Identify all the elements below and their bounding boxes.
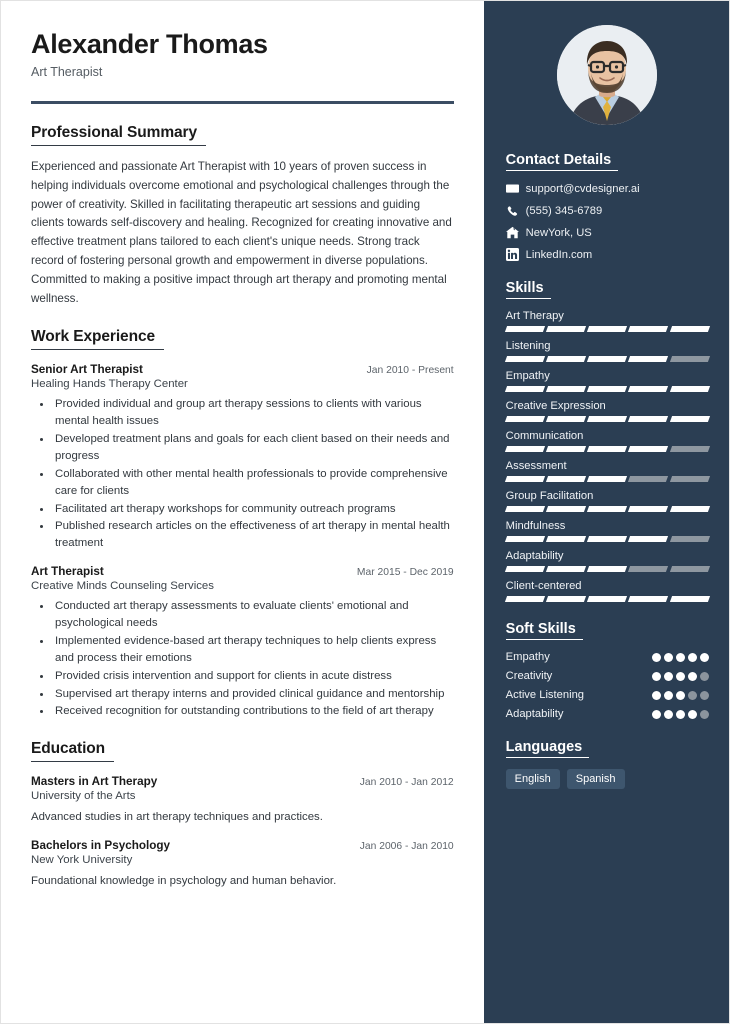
skill-label: Empathy [505,370,550,382]
skills-list [506,310,709,602]
skill-segment [505,536,545,542]
skill-bar [506,446,709,452]
contact-item[interactable] [506,248,709,261]
soft-skill-rating [652,691,709,700]
work-entry-head [31,565,454,578]
work-bullet: • Conducted art therapy assessments to evaluate clients' emotional and psychological needs [52,598,454,632]
soft-skill-item [506,670,709,682]
summary-text: Experienced and passionate Art Therapist with 10 years of proven success in helping individuals overcome emotional and psychological challenges through the power of creativity. Skilled in facilitating therapeutic art sessions and guiding clients towards self-discovery and healing. Recognized for creating innovative and effective treatment plans tailored to each client's unique needs. Strong track record of fostering personal growth and empowerment in diverse populations. Committed to making a positive impact through art therapy and promoting mental wellness. [31,160,452,305]
skill-segment [587,356,627,362]
skill-segment [670,566,710,572]
skill-segment [505,416,545,422]
resume-header [31,29,454,104]
avatar [557,25,657,125]
skill-segment [546,416,586,422]
soft-skills-list [506,651,709,720]
contact-value: LinkedIn.com [525,248,593,261]
education-description: Advanced studies in art therapy techniques and practices. [31,811,323,824]
soft-skill-rating [652,672,709,681]
work-entry [31,363,454,552]
skill-segment [587,386,627,392]
contact-list [506,182,709,261]
skill-segment [628,356,668,362]
skill-segment [670,536,710,542]
skill-segment [546,386,586,392]
soft-skill-dot [676,710,685,719]
work-date: Jan 2010 - Present [366,365,454,377]
education-date: Jan 2006 - Jan 2010 [359,841,454,853]
work-role: Senior Art Therapist [31,363,143,377]
soft-skill-rating [652,710,709,719]
skill-segment [546,356,586,362]
skill-segment [670,476,710,482]
skill-label: Client-centered [505,580,582,592]
education-description: Foundational knowledge in psychology and human behavior. [31,875,337,888]
section-professional-summary [31,124,454,308]
section-title-contact: Contact Details [506,152,619,171]
skill-segment [587,536,627,542]
work-bullet: • Implemented evidence-based art therapy techniques to help clients express and process their emotions [52,633,454,667]
soft-skill-dot [688,653,697,662]
section-contact-details [506,151,709,261]
skill-segment [628,536,668,542]
contact-value: support@cvdesigner.ai [525,182,640,195]
skill-item [506,460,709,482]
soft-skill-item [506,689,709,701]
soft-skill-dot [676,672,685,681]
soft-skill-dot [664,710,673,719]
skill-segment [546,536,586,542]
skill-segment [587,566,627,572]
skill-bar [506,506,709,512]
skill-segment [628,506,668,512]
work-bullet: • Supervised art therapy interns and provided clinical guidance and mentorship [52,686,454,703]
skill-label: Mindfulness [505,520,566,532]
contact-value: NewYork, US [525,226,592,239]
education-entry-head [31,775,454,788]
soft-skill-dot [688,710,697,719]
language-chip-list [506,769,709,789]
skill-segment [546,506,586,512]
skill-bar [506,356,709,362]
work-bullet: • Provided crisis intervention and support for clients in acute distress [52,668,454,685]
section-work-experience [31,328,454,720]
work-role: Art Therapist [31,565,104,579]
soft-skill-dot [700,710,709,719]
avatar-photo-icon [557,25,657,125]
soft-skill-dot [652,710,661,719]
skill-bar [506,536,709,542]
skill-segment [587,596,627,602]
soft-skill-item [506,651,709,663]
contact-value: (555) 345-6789 [525,204,603,217]
education-entry [31,839,454,890]
skill-bar [506,386,709,392]
skill-segment [628,476,668,482]
job-title: Art Therapist [31,65,103,80]
skill-segment [587,506,627,512]
skill-segment [587,476,627,482]
skill-segment [628,326,668,332]
work-bullet: • Collaborated with other mental health professionals to provide comprehensive care for clients [52,466,454,500]
skill-label: Adaptability [505,550,564,562]
work-bullet: • Provided individual and group art therapy sessions to clients with various mental health issues [52,396,454,430]
section-soft-skills [506,620,709,720]
section-title-summary: Professional Summary [31,124,206,146]
section-education [31,740,454,890]
skill-item [506,310,709,332]
page-title: Alexander Thomas [31,29,268,59]
section-title-work-experience: Work Experience [31,328,164,350]
linkedin-icon [506,248,526,261]
education-entry-list [31,775,454,890]
skill-label: Creative Expression [505,400,606,412]
section-title-languages: Languages [506,739,590,758]
skill-label: Listening [505,340,551,352]
skill-item [506,520,709,542]
skill-segment [505,596,545,602]
main-column [1,1,484,1023]
work-bullet: • Developed treatment plans and goals for each client based on their needs and progress [52,431,454,465]
soft-skill-dot [664,672,673,681]
skill-segment [670,386,710,392]
skill-segment [670,446,710,452]
skill-segment [587,446,627,452]
contact-item[interactable] [506,182,709,195]
soft-skill-dot [676,691,685,700]
skill-segment [505,506,545,512]
skill-segment [505,386,545,392]
section-title-skills: Skills [506,280,551,299]
skill-bar [506,596,709,602]
skill-bar [506,566,709,572]
section-title-education: Education [31,740,114,762]
skill-segment [670,596,710,602]
work-organization: Healing Hands Therapy Center [31,378,188,391]
skill-bar [506,416,709,422]
skill-label: Art Therapy [505,310,564,322]
work-entry-list [31,363,454,720]
work-date: Mar 2015 - Dec 2019 [356,567,454,579]
education-school: New York University [31,854,133,867]
soft-skill-dot [652,653,661,662]
skill-bar [506,326,709,332]
education-school: University of the Arts [31,790,136,803]
soft-skill-label: Creativity [505,670,553,682]
work-bullet-list [31,396,454,552]
section-skills [506,279,709,602]
skill-segment [628,596,668,602]
skill-item [506,580,709,602]
skill-bar [506,476,709,482]
skill-segment [670,356,710,362]
skill-segment [546,446,586,452]
skill-item [506,430,709,452]
soft-skill-item [506,708,709,720]
soft-skill-dot [688,672,697,681]
education-date: Jan 2010 - Jan 2012 [359,777,454,789]
skill-segment [546,596,586,602]
contact-item[interactable] [506,204,709,217]
skill-item [506,490,709,512]
skill-segment [628,386,668,392]
soft-skill-dot [664,653,673,662]
soft-skill-label: Empathy [505,651,550,663]
phone-icon [506,204,526,217]
skill-segment [546,326,586,332]
skill-segment [546,566,586,572]
section-title-soft-skills: Soft Skills [506,621,583,640]
work-bullet: • Received recognition for outstanding contributions to the field of art therapy [52,703,454,720]
skill-segment [587,416,627,422]
language-chip[interactable]: English [506,769,560,789]
section-languages [506,738,709,789]
education-degree: Bachelors in Psychology [31,839,170,853]
work-organization: Creative Minds Counseling Services [31,580,214,593]
skill-segment [670,326,710,332]
skill-segment [670,506,710,512]
home-icon [506,226,526,239]
sidebar [484,1,729,1023]
soft-skill-dot [676,653,685,662]
header-divider [31,101,454,104]
skill-item [506,550,709,572]
skill-label: Group Facilitation [505,490,594,502]
soft-skill-label: Active Listening [505,689,585,701]
skill-segment [587,326,627,332]
skill-item [506,370,709,392]
education-degree: Masters in Art Therapy [31,775,158,789]
soft-skill-dot [700,672,709,681]
skill-label: Assessment [505,460,567,472]
skill-segment [505,446,545,452]
work-bullet: • Facilitated art therapy workshops for community outreach programs [52,501,454,518]
soft-skill-label: Adaptability [505,708,564,720]
soft-skill-rating [652,653,709,662]
soft-skill-dot [688,691,697,700]
skill-item [506,340,709,362]
work-entry [31,565,454,720]
avatar-wrapper [506,25,709,125]
skill-segment [505,356,545,362]
skill-segment [670,416,710,422]
skill-segment [628,446,668,452]
soft-skill-dot [652,691,661,700]
soft-skill-dot [652,672,661,681]
soft-skill-dot [700,691,709,700]
education-entry-head [31,839,454,852]
envelope-icon [506,182,526,195]
work-bullet-list [31,598,454,720]
skill-segment [505,566,545,572]
skill-segment [628,566,668,572]
skill-item [506,400,709,422]
skill-segment [628,416,668,422]
soft-skill-dot [700,653,709,662]
skill-segment [505,476,545,482]
skill-segment [505,326,545,332]
education-entry [31,775,454,826]
skill-label: Communication [505,430,584,442]
skill-segment [546,476,586,482]
contact-item[interactable] [506,226,709,239]
soft-skill-dot [664,691,673,700]
work-entry-head [31,363,454,376]
language-chip[interactable]: Spanish [567,769,625,789]
work-bullet: • Published research articles on the effectiveness of art therapy in mental health treatment [52,518,454,552]
